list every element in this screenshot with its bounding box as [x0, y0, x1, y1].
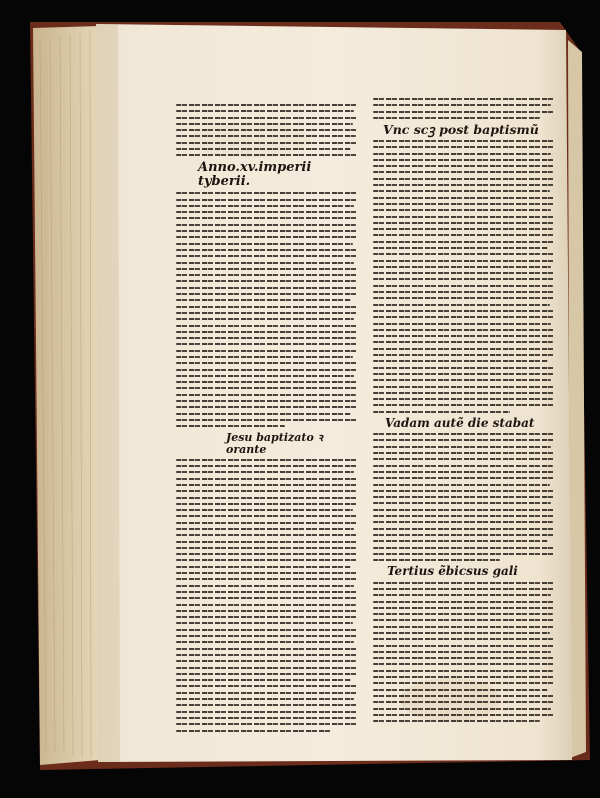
section-heading: Vnc scꝫ post baptismũ [383, 122, 539, 138]
text-block [176, 192, 358, 427]
text-block [373, 140, 555, 413]
text-block [373, 98, 555, 119]
section-heading: Tertius ẽbicsus gali [387, 564, 518, 579]
left-column [176, 104, 358, 736]
text-block [176, 104, 358, 156]
text-block [373, 582, 555, 723]
section-heading: Jesu baptizato ꝛ orante [226, 430, 323, 456]
text-block [176, 459, 358, 732]
text-block [373, 433, 555, 561]
section-heading: Anno.xv.imperii tyberii. [198, 159, 312, 189]
section-heading: Vadam autẽ die stabat [385, 416, 535, 430]
right-column [373, 98, 555, 726]
